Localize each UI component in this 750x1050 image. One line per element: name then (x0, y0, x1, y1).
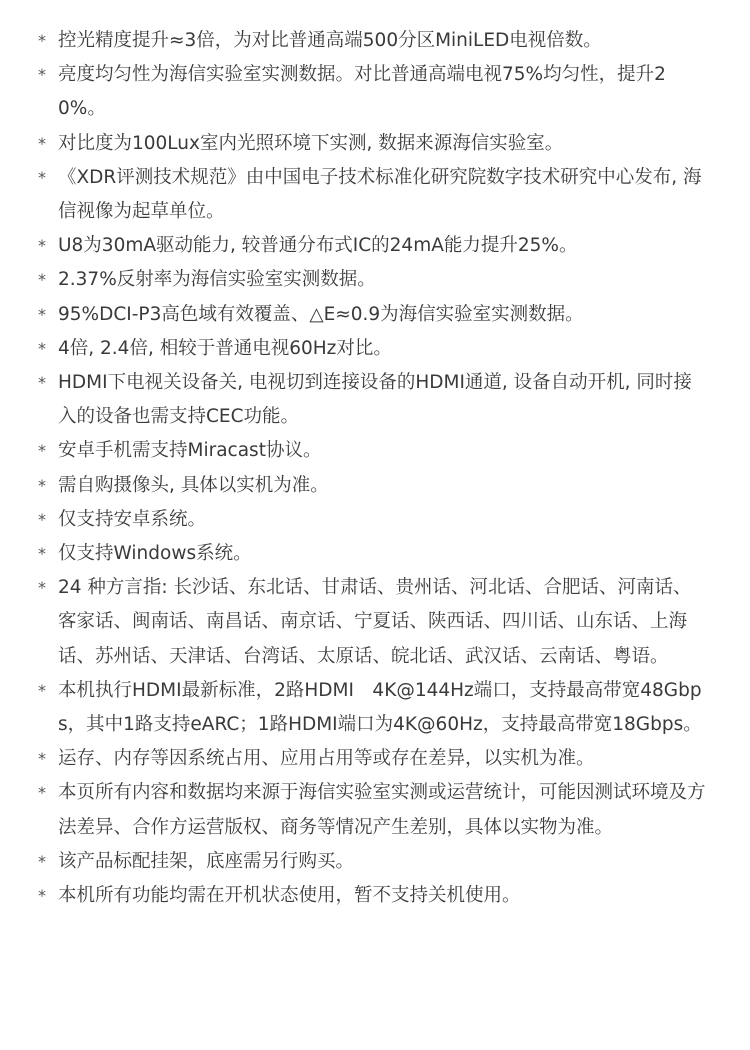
footnote-item (38, 434, 710, 468)
asterisk-marker: * (38, 441, 46, 461)
asterisk-marker: * (38, 338, 46, 358)
footnote-item (38, 845, 710, 879)
footnote-item (38, 503, 710, 537)
asterisk-marker: * (38, 886, 46, 906)
footnote-text: 仅支持Windows系统。 (58, 543, 252, 565)
footnote-item (38, 537, 710, 571)
footnote-item (38, 161, 710, 229)
footnote-text: 《XDR评测技术规范》由中国电子技术标准化研究院数字技术研究中心发布, 海信视像为起草单位。 (58, 166, 702, 223)
asterisk-marker: * (38, 167, 46, 187)
footnote-item (38, 879, 710, 913)
footnote-item (38, 674, 710, 742)
footnote-text: HDMI下电视关设备关, 电视切到连接设备的HDMI通道, 设备自动开机, 同时接入的设备也需支持CEC功能。 (58, 372, 692, 428)
asterisk-marker: * (38, 475, 46, 495)
asterisk-marker: * (38, 783, 46, 803)
footnote-item (38, 366, 710, 434)
footnote-item (38, 776, 710, 844)
footnote-item (38, 332, 710, 366)
footnote-text: 本机执行HDMI最新标准，2路HDMI 4K@144Hz端口，支持最高带宽48Gbps，其中1路支持eARC；1路HDMI端口为4K@60Hz，支持最高带宽18Gbps。 (58, 679, 702, 736)
footnote-text: 本页所有内容和数据均来源于海信实验室实测或运营统计，可能因测试环境及方法差异、合作方运营版权、商务等情况产生差别，具体以实物为准。 (58, 782, 706, 838)
footnote-text: 亮度均匀性为海信实验室实测数据。对比普通高端电视75%均匀性，提升20%。 (58, 64, 666, 120)
asterisk-marker: * (38, 373, 46, 393)
footnote-item (38, 469, 710, 503)
footnote-text: 运存、内存等因系统占用、应用占用等或存在差异，以实机为准。 (58, 748, 595, 770)
asterisk-marker: * (38, 65, 46, 85)
footnote-item (38, 263, 710, 297)
footnote-text: 24 种方言指: 长沙话、东北话、甘肃话、贵州话、河北话、合肥话、河南话、客家话、闽南话、南昌话、南京话、宁夏话、陕西话、四川话、山东话、上海话、苏州话、天津话、台湾话、太原话、皖北话、武汉话、云南话、粤语。 (58, 577, 692, 667)
asterisk-marker: * (38, 31, 46, 50)
asterisk-marker: * (38, 578, 46, 598)
asterisk-marker: * (38, 509, 46, 529)
asterisk-marker: * (38, 749, 46, 769)
asterisk-marker: * (38, 270, 46, 290)
asterisk-marker: * (38, 236, 46, 256)
footnote-text: 2.37%反射率为海信实验室实测数据。 (58, 269, 376, 291)
footnote-text: 95%DCI-P3高色域有效覆盖、△E≈0.9为海信实验室实测数据。 (58, 303, 584, 325)
footnote-text: U8为30mA驱动能力, 较普通分布式IC的24mA能力提升25%。 (58, 235, 578, 257)
footnote-item (38, 742, 710, 776)
footnote-item (38, 229, 710, 263)
footnote-text: 本机所有功能均需在开机状态使用，暂不支持关机使用。 (58, 885, 521, 907)
footnote-text: 需自购摄像头, 具体以实机为准。 (58, 474, 329, 496)
asterisk-marker: * (38, 544, 46, 564)
asterisk-marker: * (38, 133, 46, 153)
footnote-text: 仅支持安卓系统。 (58, 508, 207, 530)
footnote-text: 安卓手机需支持Miracast协议。 (58, 440, 322, 462)
footnote-item (38, 127, 710, 161)
asterisk-marker: * (38, 851, 46, 871)
footnote-text: 4倍, 2.4倍, 相较于普通电视60Hz对比。 (58, 337, 392, 359)
footnote-text: 该产品标配挂架，底座需另行购买。 (58, 850, 355, 872)
asterisk-marker: * (38, 304, 46, 324)
footnote-item (38, 571, 710, 674)
footnote-text: 对比度为100Lux室内光照环境下实测, 数据来源海信实验室。 (58, 132, 564, 154)
footnote-item (38, 24, 710, 58)
asterisk-marker: * (38, 680, 46, 700)
footnote-item (38, 58, 710, 126)
footnote-text: 控光精度提升≈3倍，为对比普通高端500分区MiniLED电视倍数。 (58, 30, 602, 51)
footnote-item (38, 298, 710, 332)
